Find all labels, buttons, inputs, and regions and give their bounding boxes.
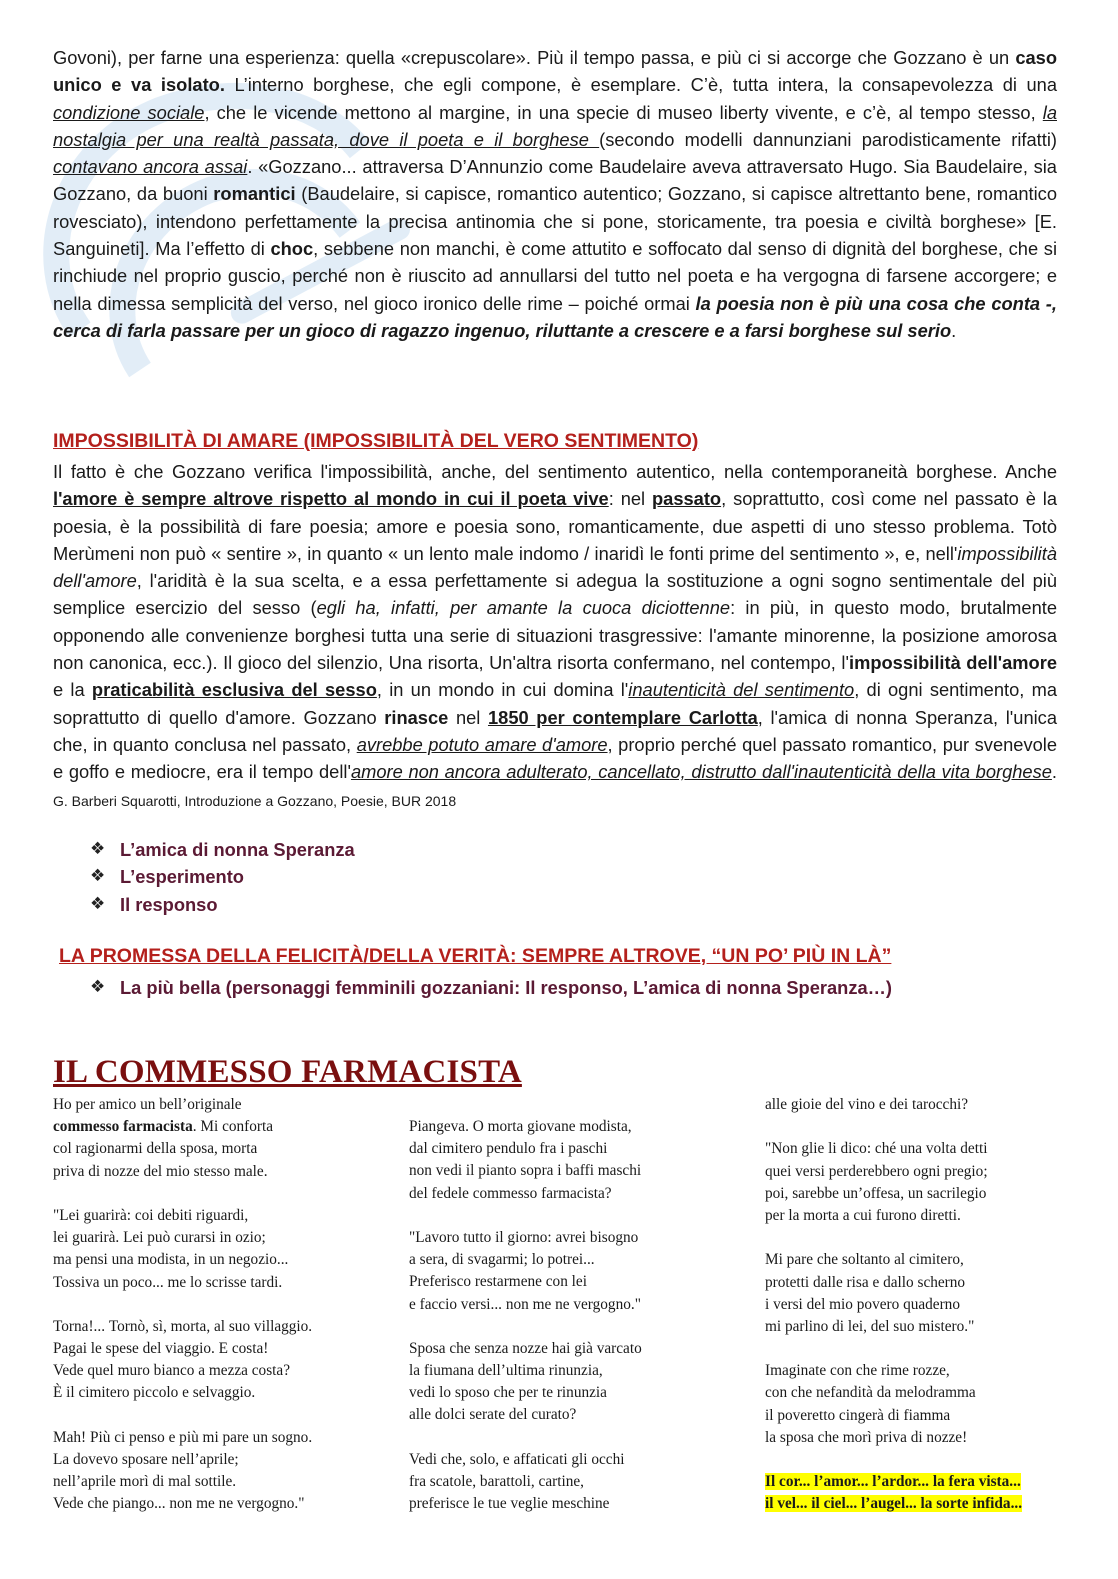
text-run: Mi pare che soltanto al cimitero, bbox=[765, 1251, 964, 1269]
text-run: dal cimitero pendulo fra i paschi bbox=[409, 1140, 608, 1158]
text-run: condizione sociale bbox=[53, 101, 205, 123]
list-item-label: L’esperimento bbox=[120, 866, 244, 888]
text-run: La dovevo sposare nell’aprile; bbox=[53, 1451, 239, 1468]
text-run: ma pensi una modista, in un negozio... bbox=[53, 1251, 289, 1269]
text-run: choc bbox=[270, 238, 314, 260]
poem-list-item bbox=[90, 836, 355, 863]
poem-line bbox=[53, 1205, 312, 1227]
poem-line bbox=[409, 1116, 642, 1138]
poem-line bbox=[409, 1294, 642, 1316]
poem-line bbox=[765, 1427, 1022, 1449]
poem-list-item bbox=[90, 863, 355, 890]
text-run: "Lei guarirà: coi debiti riguardi, bbox=[53, 1206, 249, 1224]
poem-line bbox=[409, 1249, 642, 1271]
text-run: Vede quel muro bianco a mezza costa? bbox=[53, 1362, 290, 1380]
text-run: fra scatole, barattoli, cartine, bbox=[409, 1473, 584, 1490]
text-run: priva di nozze del mio stesso male. bbox=[53, 1162, 268, 1180]
stanza-break bbox=[409, 1427, 642, 1449]
text-run: "Lavoro tutto il giorno: avrei bisogno bbox=[409, 1228, 639, 1246]
text-run: Vede che piango... non me ne vergogno." bbox=[53, 1495, 305, 1513]
text-run: . bbox=[1051, 761, 1057, 783]
text-run: impossibilità dell'amore bbox=[53, 542, 1057, 592]
intro-paragraph bbox=[53, 44, 1057, 344]
diamond-bullet-icon: ❖ bbox=[90, 866, 106, 887]
text-run: inautenticità del sentimento bbox=[628, 679, 855, 701]
poem-line bbox=[765, 1138, 1022, 1160]
text-run: protetti dalle risa e dallo scherno bbox=[765, 1273, 966, 1291]
text-run: il poveretto cingerà di fiamma bbox=[765, 1406, 951, 1424]
poem-line bbox=[409, 1338, 642, 1360]
text-run: poi, sarebbe un’offesa, un sacrilegio bbox=[765, 1184, 987, 1202]
text-run: alle dolci serate del curato? bbox=[409, 1406, 577, 1424]
impossibilita-paragraph bbox=[53, 458, 1057, 815]
poem-line bbox=[409, 1493, 642, 1515]
poem-line bbox=[53, 1360, 312, 1382]
text-run: . bbox=[951, 319, 957, 341]
poem-list-2 bbox=[90, 974, 892, 1001]
list-item-label: Il responso bbox=[120, 893, 218, 915]
stanza-break bbox=[765, 1227, 1022, 1249]
poem-line bbox=[765, 1249, 1022, 1271]
poem-line bbox=[53, 1249, 312, 1271]
poem-list-1 bbox=[90, 836, 355, 918]
text-run: la sposa che morì priva di nozze! bbox=[765, 1428, 968, 1446]
text-run: Preferisco restarmene con lei bbox=[409, 1273, 587, 1291]
text-run: e faccio versi... non me ne vergogno." bbox=[409, 1295, 641, 1313]
text-run: : in più, in questo modo, brutalmente opponendo alle convenienze borghesi tutta una serie di situazioni trasgressive: l'amante minorenne, la posizione amorosa non canonica, ecc.). Il gioco del silenzio, Una risorta, Un'altra risorta confermano, nel contempo, l' bbox=[53, 597, 1057, 674]
poem-line bbox=[409, 1382, 642, 1404]
stanza-break bbox=[53, 1183, 312, 1205]
text-run: e la bbox=[53, 679, 92, 701]
stanza-break bbox=[765, 1338, 1022, 1360]
diamond-bullet-icon: ❖ bbox=[90, 977, 106, 997]
poem-title: IL COMMESSO FARMACISTA bbox=[53, 1054, 522, 1090]
poem-line bbox=[765, 1382, 1022, 1404]
text-run: "Non glie li dico: ché una volta detti bbox=[765, 1140, 988, 1158]
poem-line bbox=[765, 1094, 1022, 1116]
text-run: amore non ancora adulterato, cancellato, distrutto dall'inautenticità della vita borghese bbox=[350, 761, 1052, 783]
text-run: Imaginate con che rime rozze, bbox=[765, 1362, 950, 1380]
poem-line bbox=[765, 1272, 1022, 1294]
text-run: alle gioie del vino e dei tarocchi? bbox=[765, 1096, 969, 1113]
poem-line bbox=[765, 1405, 1022, 1427]
text-run: È il cimitero piccolo e selvaggio. bbox=[53, 1384, 256, 1402]
poem-line bbox=[409, 1183, 642, 1205]
text-run: Pagai le spese del viaggio. E costa! bbox=[53, 1340, 269, 1358]
text-run: Il fatto è che Gozzano verifica l'impossibilità, anche, del sentimento autentico, nella contemporaneità borghese. Anche bbox=[53, 461, 1057, 482]
text-run: la nostalgia per una realtà passata, dove il poeta e il borghese bbox=[53, 101, 1057, 150]
text-run: lei guarirà. Lei può curarsi in ozio; bbox=[53, 1229, 266, 1247]
text-run: , che le vicende mettono al margine, in una specie di museo liberty vivente, e c’è, al tempo stesso, bbox=[204, 101, 1043, 123]
poem-line bbox=[765, 1294, 1022, 1316]
text-run: (Baudelaire, si capisce, romantico autentico; Gozzano, si capisce altrettanto bene, romantico rovesciato), intendono perfettamente la precisa antinomia che si pone, storicamente, tra poesia e civiltà borghese» [E. Sanguineti]. Ma l’effetto di bbox=[53, 183, 1057, 260]
text-run: romantici bbox=[213, 183, 296, 205]
poem-line bbox=[409, 1404, 642, 1426]
text-run: Piangeva. O morta giovane modista, bbox=[409, 1118, 632, 1135]
stanza-break bbox=[53, 1294, 312, 1316]
text-run: , l'amica di nonna Speranza, l'unica che, in quanto conclusa nel passato, bbox=[53, 706, 1057, 755]
poem-line bbox=[765, 1183, 1022, 1205]
text-run: nell’aprile morì di mal sottile. bbox=[53, 1473, 237, 1491]
poem-line bbox=[53, 1227, 312, 1249]
text-run: Sposa che senza nozze hai già varcato bbox=[409, 1339, 642, 1357]
text-run: Vedi che, solo, e affaticati gli occhi bbox=[409, 1450, 625, 1468]
poem-line bbox=[53, 1094, 312, 1116]
stanza-break bbox=[53, 1405, 312, 1427]
poem-line bbox=[53, 1493, 312, 1515]
poem-column-3 bbox=[765, 1094, 1022, 1516]
text-run: caso unico e va isolato. bbox=[53, 47, 1057, 96]
poem-line bbox=[409, 1227, 642, 1249]
text-run: non vedi il pianto sopra i baffi maschi bbox=[409, 1162, 642, 1180]
text-run: : nel bbox=[608, 488, 652, 510]
poem-line bbox=[409, 1360, 642, 1382]
poem-line bbox=[53, 1272, 312, 1294]
poem-line bbox=[765, 1316, 1022, 1338]
text-run: , sebbene non manchi, è come attutito e soffocato dal senso di dignità del borghese, che si rinchiude nel proprio guscio, perché non è riuscito ad annullarsi del tutto nel poeta e ha vergogna di farsene accorgere; e nella dimessa semplicità del verso, nel gioco ironico delle rime – poiché ormai bbox=[53, 238, 1058, 314]
text-run: Govoni), per farne una esperienza: quella «crepuscolare». Più il tempo passa, e più ci si accorge che Gozzano è un bbox=[53, 47, 1016, 68]
poem-column-1 bbox=[53, 1094, 312, 1516]
text-run: per la morta a cui furono diretti. bbox=[765, 1206, 961, 1224]
text-run: Il cor... l’amor... l’ardor... la fera vista... bbox=[765, 1473, 1021, 1491]
stanza-break bbox=[765, 1116, 1022, 1138]
poem-line bbox=[409, 1271, 642, 1293]
poem-line bbox=[765, 1493, 1022, 1515]
text-run: passato bbox=[652, 488, 722, 510]
text-run: l'amore è sempre altrove rispetto al mondo in cui il poeta vive bbox=[53, 488, 609, 510]
text-run: . «Gozzano... attraversa D’Annunzio come Baudelaire aveva attraversato Hugo. Sia Baudelaire, sia Gozzano, da buoni bbox=[53, 156, 1057, 205]
list-item-label: L’amica di nonna Speranza bbox=[120, 839, 355, 860]
text-run: contavano ancora assai bbox=[53, 156, 248, 178]
text-run: vedi lo sposo che per te rinunzia bbox=[409, 1384, 607, 1402]
stanza-break bbox=[765, 1449, 1022, 1471]
text-run: Ho per amico un bell’originale bbox=[53, 1096, 242, 1113]
text-run: , proprio perché quel passato romantico, pur svenevole e goffo e mediocre, era il tempo dell' bbox=[53, 733, 1057, 783]
poem-line bbox=[53, 1427, 312, 1449]
text-run: mi parlino di lei, del suo mistero." bbox=[765, 1317, 975, 1335]
text-run: avrebbe potuto amare d'amore bbox=[356, 733, 608, 755]
text-run: nel bbox=[448, 706, 488, 728]
poem-line bbox=[53, 1161, 312, 1183]
poem-list-item bbox=[90, 891, 355, 918]
section-heading-promessa: LA PROMESSA DELLA FELICITÀ/DELLA VERITÀ: SEMPRE ALTROVE, “UN PO’ PIÙ IN LÀ” bbox=[59, 945, 892, 967]
poem-list-item bbox=[90, 974, 892, 1001]
text-run: G. Barberi Squarotti, Introduzione a Gozzano, Poesie, BUR 2018 bbox=[53, 792, 457, 809]
text-run: . Mi conforta bbox=[192, 1118, 274, 1136]
text-run: i versi del mio povero quaderno bbox=[765, 1295, 960, 1313]
list-item-label: La più bella (personaggi femminili gozzaniani: Il responso, L’amica di nonna Speranza…) bbox=[120, 977, 892, 998]
text-run: , soprattutto, così come nel passato è la poesia, è la possibilità di fare poesia; amore e poesia sono, romanticamente, due aspetti di uno stesso problema. Totò Merùmeni non può « sentire », in quanto « un lento male indomo / inaridì le fonti prime del sentimento », e, nell' bbox=[53, 488, 1057, 564]
text-run: (secondo modelli dannunziani parodisticamente rifatti) bbox=[599, 128, 1057, 150]
diamond-bullet-icon: ❖ bbox=[90, 839, 106, 859]
text-run: Tornа!... Tornò, sì, morta, al suo villaggio. bbox=[53, 1317, 313, 1335]
stanza-break bbox=[409, 1205, 642, 1227]
text-run: , l'aridità è la sua scelta, e a essa perfettamente si adegua la sostituzione a ogni sogno sentimentale del più semplice esercizio del sesso ( bbox=[53, 570, 1057, 619]
text-run: L’interno borghese, che egli compone, è esemplare. C’è, tutta intera, la consapevolezza di una bbox=[224, 74, 1057, 96]
poem-line bbox=[765, 1205, 1022, 1227]
text-run: egli ha, infatti, per amante la cuoca diciottenne bbox=[316, 597, 731, 619]
text-run: del fedele commesso farmacista? bbox=[409, 1184, 612, 1202]
section-heading-impossibilita: IMPOSSIBILITÀ DI AMARE (IMPOSSIBILITÀ DEL VERO SENTIMENTO) bbox=[53, 430, 699, 452]
text-run: la poesia non è più una cosa che conta -, cerca di farla passare per un gioco di ragazzo ingenuo, riluttante a crescere e a farsi borghese sul serio bbox=[53, 292, 1057, 341]
poem-line bbox=[409, 1449, 642, 1471]
text-run: col ragionarmi della sposa, morta bbox=[53, 1140, 258, 1158]
poem-line bbox=[53, 1316, 312, 1338]
poem-line bbox=[409, 1160, 642, 1182]
text-run: il vel... il ciel... l’augel... la sorte infida... bbox=[765, 1495, 1023, 1513]
diamond-bullet-icon: ❖ bbox=[90, 893, 106, 914]
poem-line bbox=[765, 1161, 1022, 1183]
text-run: praticabilità esclusiva del sesso bbox=[91, 679, 377, 701]
poem-line bbox=[765, 1471, 1022, 1493]
text-run: rinasce bbox=[384, 706, 449, 728]
poem-line bbox=[53, 1116, 312, 1138]
poem-column-2 bbox=[409, 1116, 642, 1515]
poem-line bbox=[53, 1138, 312, 1160]
text-run: a sera, di svagarmi; lo potrei... bbox=[409, 1251, 595, 1269]
stanza-break bbox=[409, 1316, 642, 1338]
text-run: 1850 per contemplare Carlotta bbox=[487, 706, 758, 728]
text-run: la fiumana dell’ultima rinunzia, bbox=[409, 1362, 603, 1380]
text-run: impossibilità dell'amore bbox=[849, 652, 1058, 674]
poem-line bbox=[53, 1471, 312, 1493]
text-run: con che nefandità da melodramma bbox=[765, 1384, 976, 1402]
text-run: Mah! Più ci penso e più mi pare un sogno. bbox=[53, 1428, 313, 1446]
poem-line bbox=[409, 1138, 642, 1160]
poem-line bbox=[53, 1338, 312, 1360]
poem-line bbox=[53, 1382, 312, 1404]
text-run: quei versi perderebbero ogni pregio; bbox=[765, 1162, 988, 1180]
text-run: commesso farmacista bbox=[53, 1118, 193, 1136]
text-run: Tossiva un poco... me lo scrisse tardi. bbox=[53, 1273, 283, 1291]
poem-line bbox=[765, 1360, 1022, 1382]
text-run: , di ogni sentimento, ma soprattutto di quello d'amore. Gozzano bbox=[53, 679, 1057, 728]
text-run: preferisce le tue veglie meschine bbox=[409, 1495, 610, 1513]
poem-line bbox=[409, 1471, 642, 1493]
text-run: , in un mondo in cui domina l' bbox=[376, 679, 629, 701]
poem-line bbox=[53, 1449, 312, 1471]
